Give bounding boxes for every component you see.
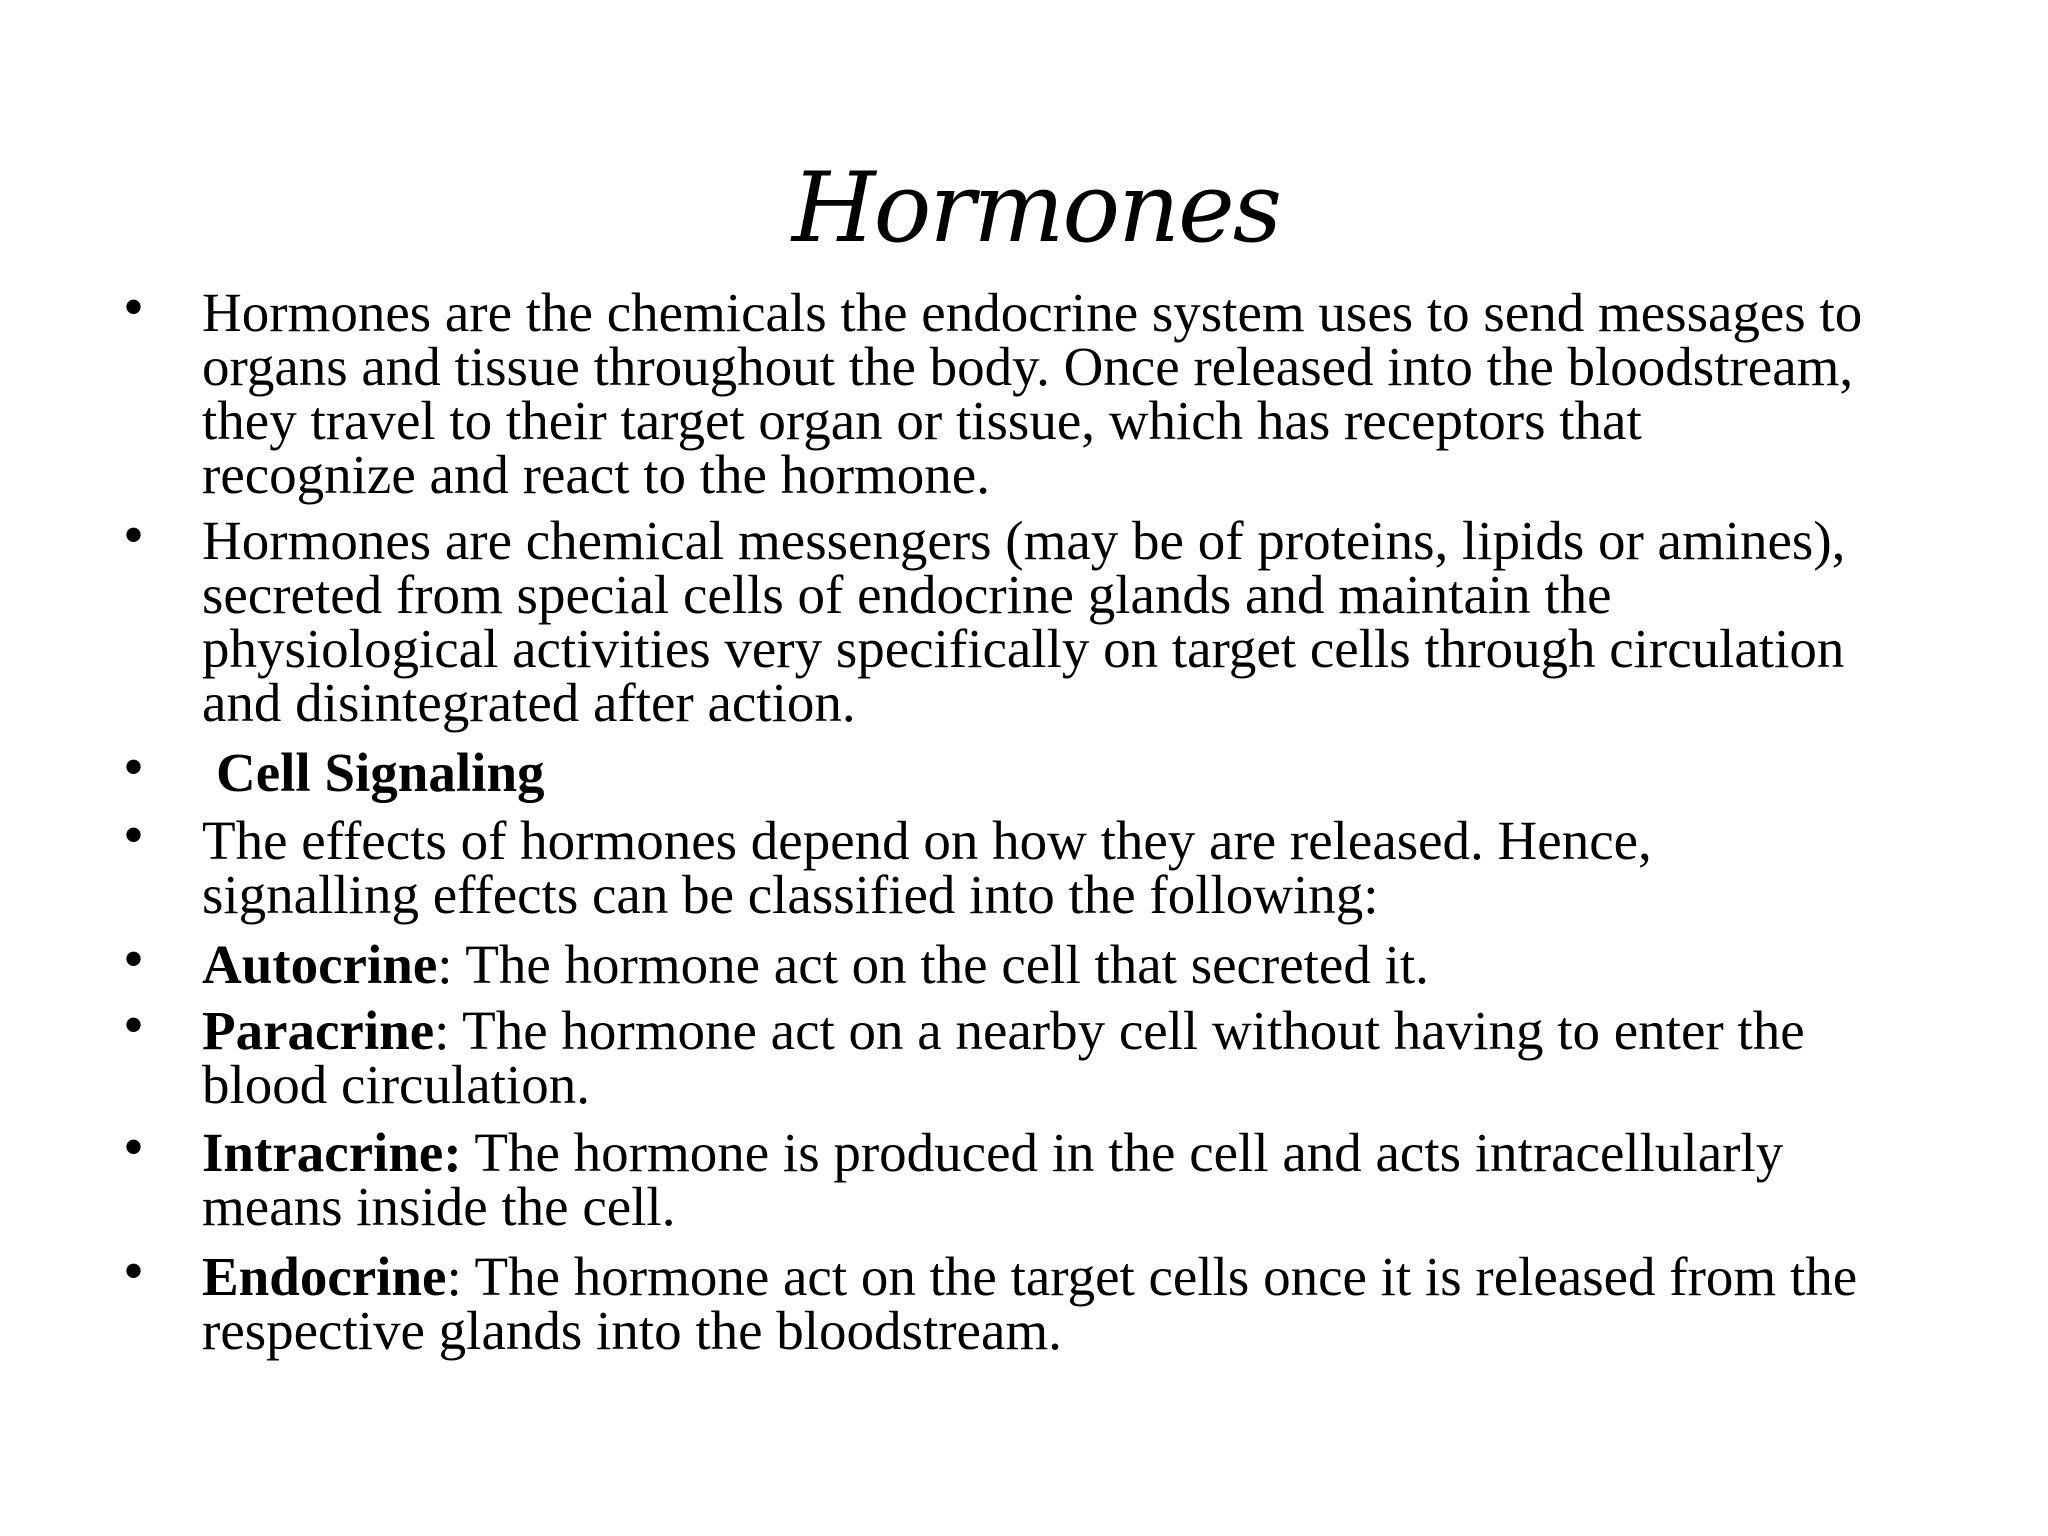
text-line — [202, 1246, 1972, 1307]
text-line: and disintegrated after action. — [202, 672, 856, 733]
text-line: Hormones are chemical messengers (may be of proteins, lipids or amines), — [202, 510, 1846, 571]
bullet-dot-icon: • — [123, 1114, 145, 1180]
text-line: blood circulation. — [202, 1054, 590, 1115]
bullet-text — [202, 1122, 1972, 1237]
term-definition: : The hormone act on the cell that secreted it. — [437, 934, 1429, 995]
text-line: signalling effects can be classified into the following: — [202, 864, 1379, 925]
bullet-text — [202, 742, 1972, 803]
text-line: Hormones are the chemicals the endocrine system uses to send messages to — [202, 282, 1863, 343]
term-label: Intracrine: — [202, 1122, 462, 1183]
text-line: respective glands into the bloodstream. — [202, 1300, 1062, 1361]
bullet-dot-icon: • — [123, 734, 145, 800]
bullet-text — [202, 510, 1972, 733]
text-line — [202, 1122, 1972, 1183]
term-definition: : The hormone act on the target cells once it is released from the — [446, 1246, 1858, 1307]
text-line: they travel to their target organ or tissue, which has receptors that — [202, 390, 1642, 451]
bullet-dot-icon: • — [123, 926, 145, 992]
text-line: means inside the cell. — [202, 1176, 676, 1237]
bullet-text — [202, 810, 1972, 925]
section-heading: Cell Signaling — [216, 742, 545, 803]
term-label: Paracrine — [202, 1000, 435, 1061]
bullet-dot-icon: • — [123, 992, 145, 1058]
term-label: Autocrine — [202, 934, 438, 995]
text-line — [202, 1000, 1972, 1061]
bullet-dot-icon: • — [123, 502, 145, 568]
slide-title: Hormones — [791, 152, 1281, 264]
bullet-dot-icon: • — [123, 1238, 145, 1304]
text-line: physiological activities very specifically on target cells through circulation — [202, 618, 1845, 679]
bullet-text — [202, 1246, 1972, 1361]
text-line — [202, 934, 1972, 995]
bullet-dot-icon: • — [123, 802, 145, 868]
text-line: recognize and react to the hormone. — [202, 444, 990, 505]
bullet-text — [202, 282, 1972, 505]
text-line: organs and tissue throughout the body. Once released into the bloodstream, — [202, 336, 1854, 397]
text-line: The effects of hormones depend on how they are released. Hence, — [202, 810, 1652, 871]
term-definition: The hormone is produced in the cell and acts intracellularly — [461, 1122, 1784, 1183]
bullet-text — [202, 1000, 1972, 1115]
bullet-dot-icon: • — [123, 274, 145, 340]
bullet-text — [202, 934, 1972, 995]
term-label: Endocrine — [202, 1246, 447, 1307]
text-line: secreted from special cells of endocrine glands and maintain the — [202, 564, 1612, 625]
term-definition: : The hormone act on a nearby cell without having to enter the — [434, 1000, 1805, 1061]
